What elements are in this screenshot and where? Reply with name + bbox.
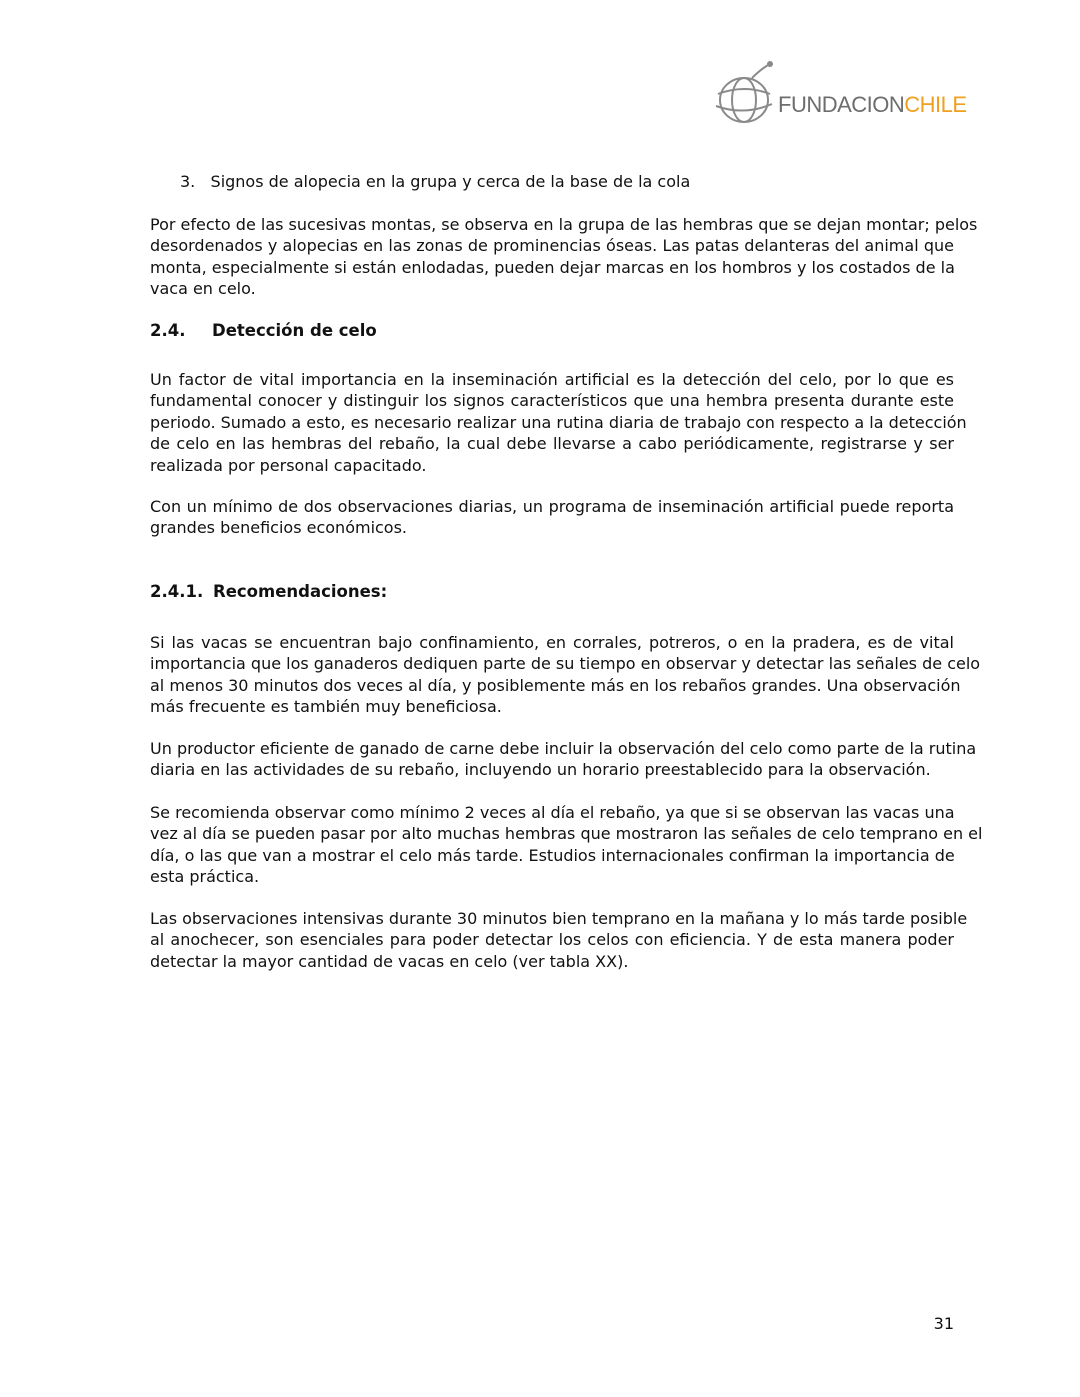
text-line: desordenados y alopecias en las zonas de prominencias óseas. Las patas delanteras del animal que	[150, 236, 954, 256]
paragraph-2	[150, 369, 967, 476]
logo-text: FUNDACIONCHILE	[778, 92, 967, 117]
text-line: al menos 30 minutos dos veces al día, y posiblemente más en los rebaños grandes. Una observación	[150, 675, 961, 695]
text-line: esta práctica.	[150, 867, 260, 887]
text-line: de celo en las hembras del rebaño, la cual debe llevarse a cabo periódicamente, registrarse y ser	[150, 434, 954, 454]
text-line: realizada por personal capacitado.	[150, 455, 427, 475]
text-line: Si las vacas se encuentran bajo confinamiento, en corrales, potreros, o en la pradera, es de vital	[150, 633, 954, 652]
paragraph-5	[150, 738, 977, 781]
list-number: 3.	[180, 172, 196, 191]
paragraph-7	[150, 908, 968, 972]
text-line: vaca en celo.	[150, 279, 256, 299]
fundacion-chile-logo	[712, 58, 967, 130]
text-line: detectar la mayor cantidad de vacas en celo (ver tabla XX).	[150, 951, 629, 971]
list-text: Signos de alopecia en la grupa y cerca de la base de la cola	[210, 172, 691, 191]
text-line: Las observaciones intensivas durante 30 minutos bien temprano en la mañana y lo más tarde posible	[150, 909, 968, 928]
paragraph-6	[150, 802, 983, 888]
list-item-3	[180, 171, 880, 192]
text-line: Un factor de vital importancia en la inseminación artificial es la detección del celo, por lo que es	[150, 370, 954, 389]
text-line: monta, especialmente si están enlodadas, pueden dejar marcas en los hombros y los costados de la	[150, 257, 955, 277]
paragraph-4	[150, 632, 981, 718]
page-number: 31	[933, 1314, 954, 1333]
text-line: Con un mínimo de dos observaciones diarias, un programa de inseminación artificial puede reporta	[150, 497, 954, 516]
text-line: importancia que los ganaderos dediquen parte de su tiempo en observar y detectar las señales de celo	[150, 654, 981, 674]
paragraph-1	[150, 214, 978, 300]
section-heading-2-4-1: 2.4.1. Recomendaciones:	[150, 582, 388, 601]
text-line: vez al día se pueden pasar por alto muchas hembras que mostraron las señales de celo temprano en el	[150, 824, 983, 844]
text-line: diaria en las actividades de su rebaño, incluyendo un horario preestablecido para la observación.	[150, 760, 931, 780]
text-line: día, o las que van a mostrar el celo más tarde. Estudios internacionales confirman la importancia de	[150, 845, 955, 865]
globe-icon	[712, 58, 782, 130]
text-line: grandes beneficios económicos.	[150, 518, 408, 538]
text-line: fundamental conocer y distinguir los signos característicos que una hembra presenta durante este	[150, 391, 954, 411]
paragraph-3	[150, 496, 954, 539]
text-line: más frecuente es también muy beneficiosa.	[150, 697, 502, 717]
section-heading-2-4: 2.4. Detección de celo	[150, 321, 377, 340]
text-line: Por efecto de las sucesivas montas, se observa en la grupa de las hembras que se dejan montar; pelos	[150, 215, 978, 234]
text-line: Un productor eficiente de ganado de carne debe incluir la observación del celo como parte de la rutina	[150, 739, 977, 758]
text-line: al anochecer, son esenciales para poder detectar los celos con eficiencia. Y de esta manera poder	[150, 930, 954, 950]
text-line: Se recomienda observar como mínimo 2 veces al día el rebaño, ya que si se observan las vacas una	[150, 803, 955, 822]
text-line: periodo. Sumado a esto, es necesario realizar una rutina diaria de trabajo con respecto a la detección	[150, 412, 967, 432]
